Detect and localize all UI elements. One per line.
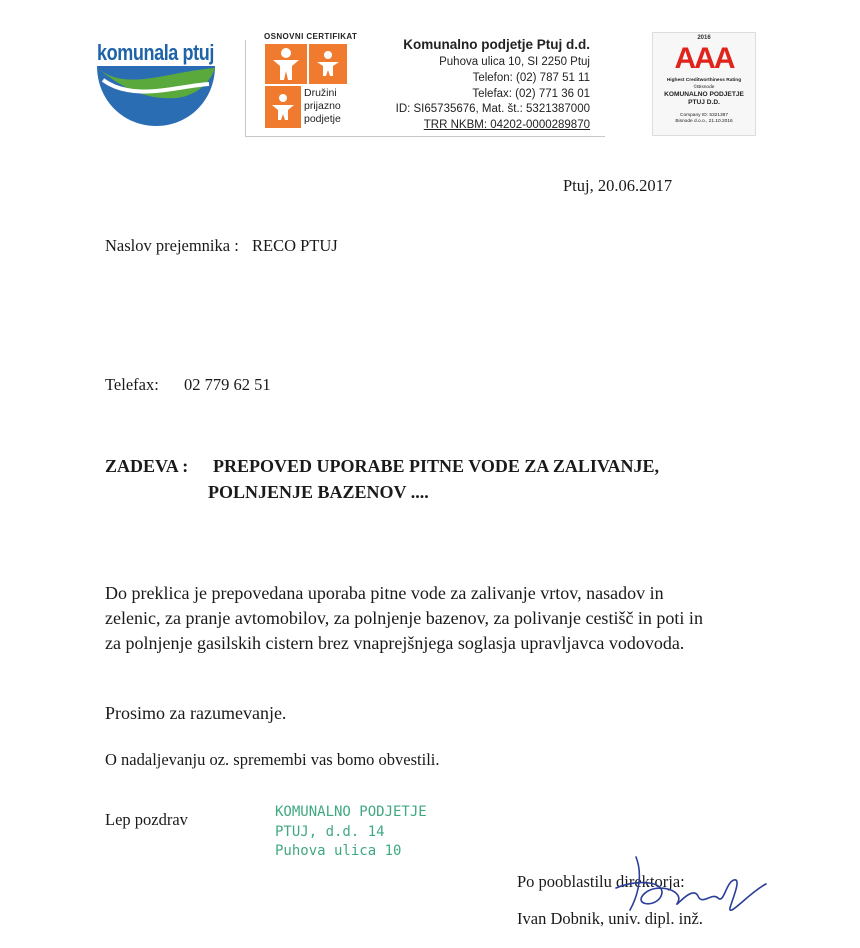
company-address: Puhova ulica 10, SI 2250 Ptuj [439,56,590,68]
header-divider-horizontal [245,136,605,137]
stamp-line: KOMUNALNO PODJETJE [275,804,427,820]
signature-name: Ivan Dobnik, univ. dipl. inž. [517,909,703,928]
company-name: Komunalno podjetje Ptuj d.d. [403,37,590,52]
certificate-family-icon [265,44,307,84]
rating-source: ©Bisnode [693,85,715,90]
handwritten-signature-icon [600,852,775,932]
header-divider-vertical [245,40,246,136]
certificate-child-icon [309,44,347,84]
company-logo-text: komunala ptuj [97,40,214,65]
stamp-line: Puhova ulica 10 [275,843,402,859]
body-line: zelenic, za pranje avtomobilov, za polnjenje bazenov, za polivanje cestišč in poti in [105,608,703,628]
company-ids: ID: SI65735676, Mat. št.: 5321387000 [395,103,590,115]
thanks-line: Prosimo za razumevanje. [105,703,287,723]
rating-grade: AAA [674,42,734,75]
letter-body [105,581,805,656]
subject-label: ZADEVA : [105,456,189,476]
signature-title: Po pooblastilu direktorja: [517,872,685,891]
rating-company [653,91,755,106]
rating-year: 2016 [697,35,711,41]
rating-company-line: PTUJ D.D. [688,98,720,106]
fax-label: Telefax: [105,375,159,394]
company-logo-emblem-icon [97,66,215,126]
body-line: Do preklica je prepovedana uporaba pitne vode za zalivanje vrtov, nasadov in [105,583,664,603]
subject-line-2: POLNJENJE BAZENOV .... [208,482,429,502]
greeting: Lep pozdrav [105,810,188,829]
rating-company-line: KOMUNALNO PODJETJE [664,91,744,98]
certificate-label-line: podjetje [304,113,341,125]
credit-rating-badge [652,32,756,136]
rating-company-id: Company ID: 5321387 [680,113,728,118]
recipient-value: RECO PTUJ [252,236,338,255]
certificate-title: OSNOVNI CERTIFIKAT [264,32,358,41]
notice-line: O nadaljevanju oz. spremembi vas bomo obvestili. [105,750,440,769]
fax-value: 02 779 62 51 [184,375,271,394]
rating-issuer-date: Bisnode d.o.o., 21.10.2016 [675,119,733,124]
subject-line-1: PREPOVED UPORABE PITNE VODE ZA ZALIVANJE, [213,456,660,476]
certificate-label-line: prijazno [304,100,341,112]
company-bank-account: TRR NKBM: 04202-0000289870 [423,119,590,131]
place-date: Ptuj, 20.06.2017 [563,176,673,195]
rating-description: Highest Creditworthiness Rating [666,78,742,83]
stamp-line: PTUJ, d.d. 14 [275,824,385,840]
certificate-label-line: Družini [304,87,337,99]
company-phone: Telefon: (02) 787 51 11 [472,72,590,84]
recipient-label: Naslov prejemnika : [105,236,239,255]
company-fax: Telefax: (02) 771 36 01 [472,88,590,100]
certificate-small-icon [265,86,301,128]
body-line: za polnjenje gasilskih cistern brez vnaprejšnjega soglasja upravljavca vodovoda. [105,633,685,653]
certificate-label [304,87,341,126]
